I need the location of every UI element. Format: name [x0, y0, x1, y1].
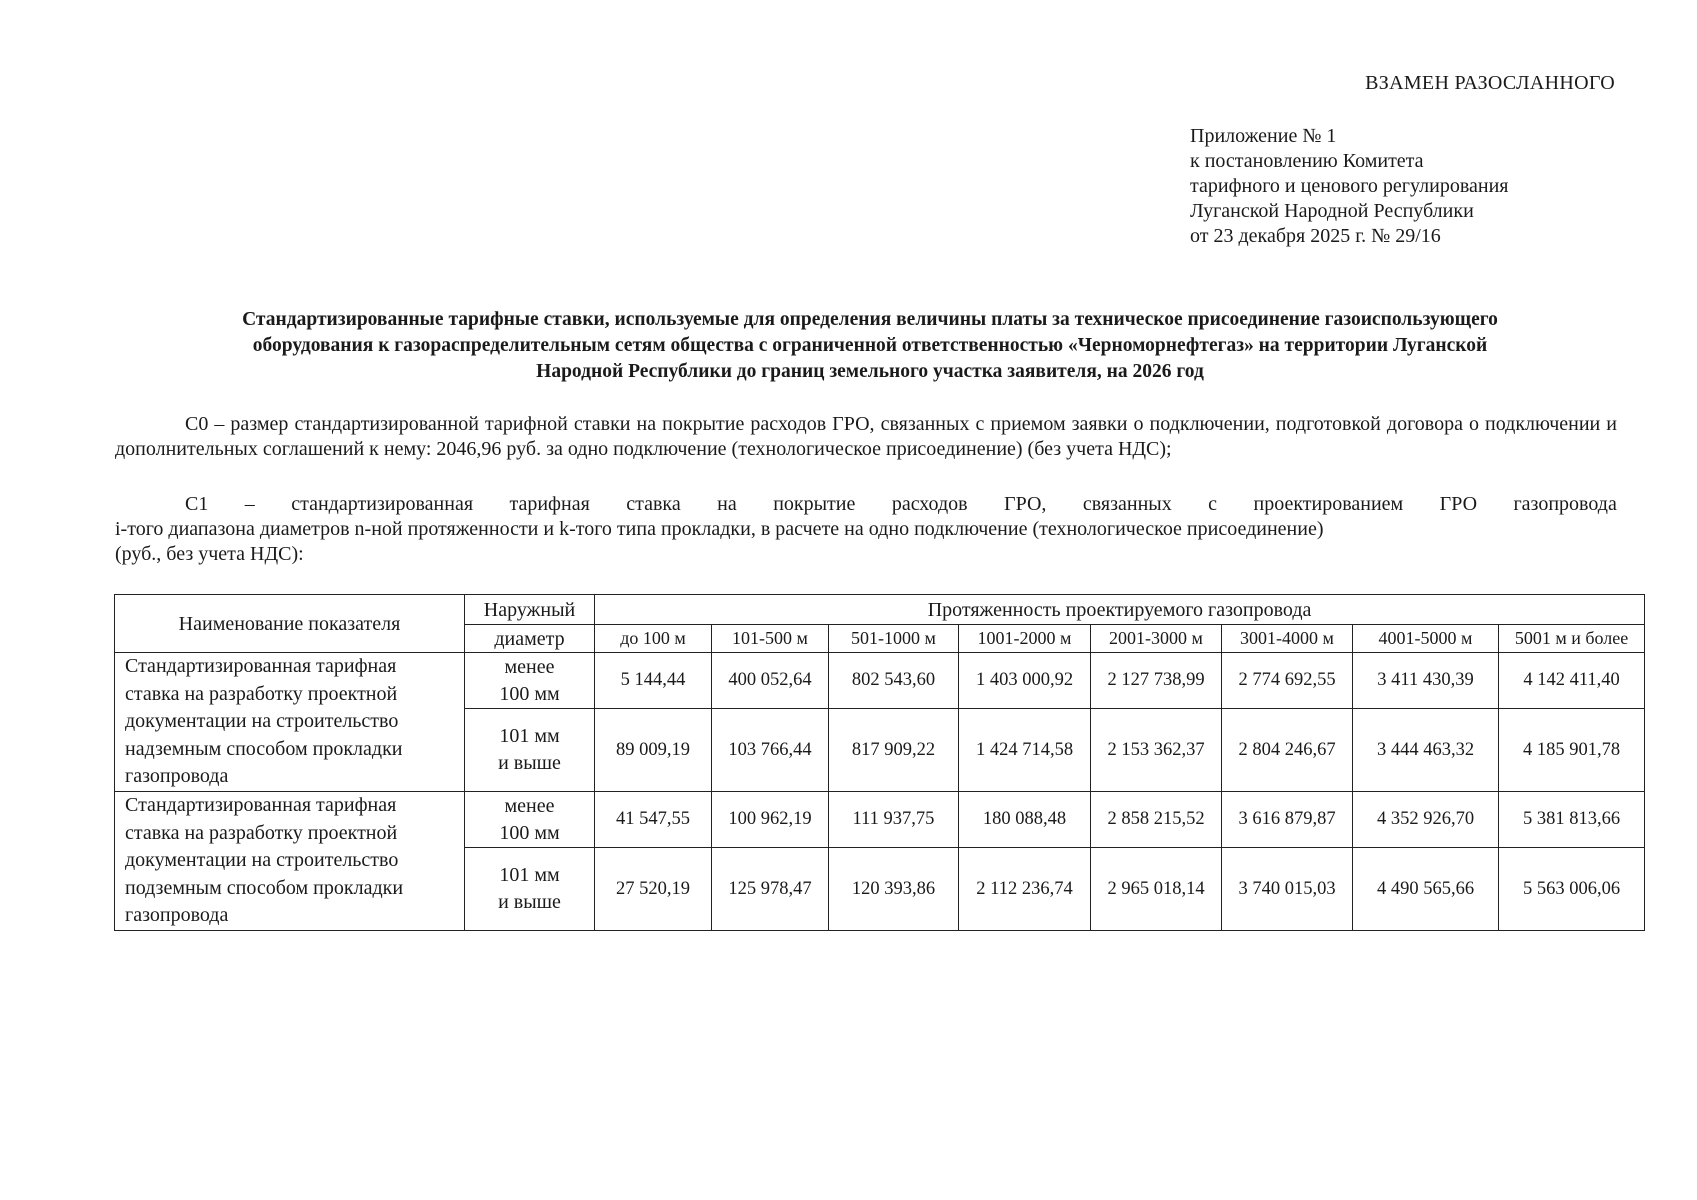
name-line: документации на строительство: [125, 849, 399, 871]
value-cell: 3 616 879,87: [1222, 792, 1353, 848]
header-diameter-l1: Наружный: [465, 595, 595, 625]
c1-first-line: [115, 492, 1617, 517]
c1-third-line: (руб., без учета НДС):: [115, 543, 304, 565]
value-cell: 802 543,60: [829, 653, 959, 709]
annex-line: к постановлению Комитета: [1190, 150, 1424, 172]
annex-header: [1190, 124, 1508, 249]
value-cell: 3 411 430,39: [1353, 653, 1499, 709]
c1-word: связанных: [1082, 493, 1172, 515]
header-diameter-l2: диаметр: [465, 625, 595, 653]
value-cell: 2 127 738,99: [1091, 653, 1222, 709]
diameter-line: и выше: [498, 891, 561, 913]
value-cell: 27 520,19: [595, 848, 712, 931]
c1-word: С1: [185, 493, 209, 515]
value-cell: 2 774 692,55: [1222, 653, 1353, 709]
c1-word: газопровода: [1513, 493, 1617, 515]
diameter-cell: [465, 709, 595, 792]
c1-word: ставка: [626, 493, 681, 515]
c1-second-line: i-того диапазона диаметров n-ной протяженности и k-того типа прокладки, в расчете на одно подключение (технологическое присоединение): [115, 518, 1324, 540]
name-line: газопровода: [125, 904, 229, 926]
value-cell: 3 444 463,32: [1353, 709, 1499, 792]
value-cell: 5 563 006,06: [1499, 848, 1645, 931]
length-header: 5001 м и более: [1499, 625, 1645, 653]
name-line: газопровода: [125, 765, 229, 787]
header-indicator-name: Наименование показателя: [115, 595, 465, 653]
name-line: документации на строительство: [125, 710, 399, 732]
c1-word: расходов: [891, 493, 968, 515]
length-header: 1001-2000 м: [959, 625, 1091, 653]
value-cell: 4 185 901,78: [1499, 709, 1645, 792]
value-cell: 89 009,19: [595, 709, 712, 792]
name-line: ставка на разработку проектной: [125, 821, 398, 844]
value-cell: 125 978,47: [712, 848, 829, 931]
value-cell: 1 424 714,58: [959, 709, 1091, 792]
diameter-cell: [465, 792, 595, 848]
value-cell: 5 144,44: [595, 653, 712, 709]
replacement-stamp: ВЗАМЕН РАЗОСЛАННОГО: [1365, 72, 1615, 94]
c1-paragraph: [115, 492, 1617, 567]
diameter-line: менее: [504, 794, 555, 817]
c1-word: с: [1208, 493, 1218, 515]
diameter-line: 101 мм: [499, 864, 560, 886]
value-cell: 2 153 362,37: [1091, 709, 1222, 792]
value-cell: 180 088,48: [959, 792, 1091, 848]
name-line: надземным способом прокладки: [125, 737, 403, 760]
annex-line: Приложение № 1: [1190, 125, 1337, 147]
name-line: ставка на разработку проектной: [125, 682, 398, 705]
c1-word: покрытие: [773, 493, 856, 515]
value-cell: 2 858 215,52: [1091, 792, 1222, 848]
title-line: Народной Республики до границ земельного участка заявителя, на 2026 год: [536, 361, 1204, 382]
value-cell: 103 766,44: [712, 709, 829, 792]
length-header: 501-1000 м: [829, 625, 959, 653]
value-cell: 817 909,22: [829, 709, 959, 792]
value-cell: 4 142 411,40: [1499, 653, 1645, 709]
indicator-name-cell: [115, 653, 465, 792]
value-cell: 4 490 565,66: [1353, 848, 1499, 931]
diameter-cell: [465, 848, 595, 931]
length-header: 101-500 м: [712, 625, 829, 653]
diameter-cell: [465, 653, 595, 709]
title-line: Стандартизированные тарифные ставки, используемые для определения величины платы за техническое присоединение газоиспользующего: [242, 309, 1498, 330]
indicator-name-cell: [115, 792, 465, 931]
length-header: 2001-3000 м: [1091, 625, 1222, 653]
c1-word: ГРО: [1439, 493, 1478, 515]
value-cell: 3 740 015,03: [1222, 848, 1353, 931]
value-cell: 120 393,86: [829, 848, 959, 931]
c1-word: на: [717, 493, 737, 515]
value-cell: 2 804 246,67: [1222, 709, 1353, 792]
length-header: 3001-4000 м: [1222, 625, 1353, 653]
c1-word: ГРО,: [1004, 493, 1047, 515]
diameter-line: менее: [504, 655, 555, 678]
value-cell: 5 381 813,66: [1499, 792, 1645, 848]
name-line: Стандартизированная тарифная: [125, 655, 397, 677]
annex-line: тарифного и ценового регулирования: [1190, 175, 1509, 197]
title-line: оборудования к газораспределительным сетям общества с ограниченной ответственностью «Черноморнефтегаз» на территории Луганской: [252, 335, 1488, 356]
value-cell: 400 052,64: [712, 653, 829, 709]
diameter-line: 100 мм: [499, 682, 560, 705]
diameter-line: 101 мм: [499, 725, 560, 747]
document-title: [115, 307, 1625, 385]
value-cell: 4 352 926,70: [1353, 792, 1499, 848]
length-header: до 100 м: [595, 625, 712, 653]
tariff-rates-table: [114, 594, 1645, 931]
value-cell: 41 547,55: [595, 792, 712, 848]
length-header: 4001-5000 м: [1353, 625, 1499, 653]
annex-line: от 23 декабря 2025 г. № 29/16: [1190, 225, 1441, 247]
c1-word: тарифная: [509, 493, 590, 515]
value-cell: 2 965 018,14: [1091, 848, 1222, 931]
header-length: Протяженность проектируемого газопровода: [595, 595, 1645, 625]
annex-line: Луганской Народной Республики: [1190, 200, 1474, 222]
diameter-line: и выше: [498, 752, 561, 774]
table-row: [115, 653, 1645, 709]
diameter-line: 100 мм: [499, 821, 560, 844]
value-cell: 100 962,19: [712, 792, 829, 848]
name-line: Стандартизированная тарифная: [125, 794, 397, 816]
table-row: [115, 792, 1645, 848]
value-cell: 1 403 000,92: [959, 653, 1091, 709]
value-cell: 2 112 236,74: [959, 848, 1091, 931]
c1-word: –: [244, 493, 255, 515]
c0-paragraph: С0 – размер стандартизированной тарифной ставки на покрытие расходов ГРО, связанных с приемом заявки о подключении, подготовкой договора о подключении и дополнительных соглашений к нему: 2046,96 руб. за одно подключение (технологическое присоединение) (без учета НДС);: [115, 413, 1617, 460]
c1-word: проектированием: [1253, 493, 1404, 515]
value-cell: 111 937,75: [829, 792, 959, 848]
name-line: подземным способом прокладки: [125, 876, 404, 899]
c1-word: стандартизированная: [291, 493, 474, 515]
